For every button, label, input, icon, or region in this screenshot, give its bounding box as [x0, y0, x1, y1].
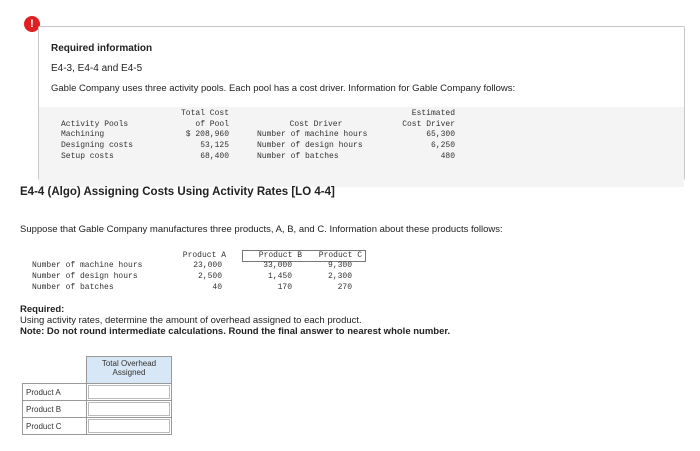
product-row-label: Number of design hours	[32, 272, 138, 281]
overhead-input-product-c[interactable]	[88, 419, 170, 433]
overhead-answer-table	[22, 356, 172, 435]
section-title: E4-4 (Algo) Assigning Costs Using Activity Rates [LO 4-4]	[20, 186, 335, 198]
answer-row-label: Product C	[23, 418, 87, 435]
pool-cost: 53,125	[200, 141, 229, 150]
header-total-cost: Total Cost	[180, 109, 229, 118]
answer-row-label: Product B	[23, 401, 87, 418]
answer-column-header	[87, 357, 172, 384]
product-value: 2,500	[197, 272, 222, 281]
answer-header-blank	[23, 357, 87, 384]
pool-cost: 68,400	[200, 152, 229, 161]
answer-header-line2: Assigned	[112, 368, 146, 377]
pool-estimate: 65,300	[426, 130, 455, 139]
overhead-input-product-a[interactable]	[88, 385, 170, 399]
product-value: 2,300	[327, 272, 352, 281]
product-header: Product C	[318, 251, 362, 260]
product-value: 1,450	[267, 272, 292, 281]
pool-name: Setup costs	[61, 152, 114, 161]
required-instruction: Using activity rates, determine the amount of overhead assigned to each product.	[20, 315, 362, 326]
pool-cost: $ 208,960	[185, 130, 229, 139]
activity-pool-table	[39, 107, 684, 187]
pool-estimate: 6,250	[430, 141, 455, 150]
product-value: 33,000	[263, 261, 292, 270]
alert-icon: !	[24, 16, 40, 32]
header-of-pool: of Pool	[195, 120, 229, 129]
products-intro: Suppose that Gable Company manufactures three products, A, B, and C. Information about these products follows:	[20, 224, 503, 235]
header-activity-pools: Activity Pools	[61, 120, 129, 129]
product-value: 170	[277, 283, 292, 292]
pool-driver: Number of batches	[257, 152, 339, 161]
pool-name: Designing costs	[61, 141, 134, 150]
info-exercises: E4-3, E4-4 and E4-5	[51, 63, 143, 74]
product-row-label: Number of machine hours	[32, 261, 143, 270]
header-cost-driver: Cost Driver	[289, 120, 343, 129]
pool-estimate: 480	[440, 152, 455, 161]
info-title: Required information	[51, 43, 153, 54]
required-note: Note: Do not round intermediate calculations. Round the final answer to nearest whole number.	[20, 326, 451, 337]
product-value: 23,000	[193, 261, 222, 270]
required-section	[20, 304, 450, 337]
product-header: Product B	[258, 251, 302, 260]
product-value: 270	[337, 283, 352, 292]
product-header: Product A	[182, 251, 226, 260]
product-row-label: Number of batches	[32, 283, 114, 292]
overhead-input-product-b[interactable]	[88, 402, 170, 416]
header-est-cost-driver: Cost Driver	[402, 120, 455, 129]
header-estimated: Estimated	[411, 109, 455, 118]
answer-header-line1: Total Overhead	[101, 359, 157, 368]
product-value: 40	[212, 283, 222, 292]
pool-name: Machining	[61, 130, 105, 139]
pool-driver: Number of design hours	[257, 141, 363, 150]
required-information-panel	[38, 26, 685, 180]
pool-driver: Number of machine hours	[257, 130, 368, 139]
info-text: Gable Company uses three activity pools. Each pool has a cost driver. Information for Gable Company follows:	[51, 83, 516, 94]
required-heading: Required:	[20, 304, 65, 315]
product-value: 9,300	[327, 261, 352, 270]
answer-row-label: Product A	[23, 384, 87, 401]
